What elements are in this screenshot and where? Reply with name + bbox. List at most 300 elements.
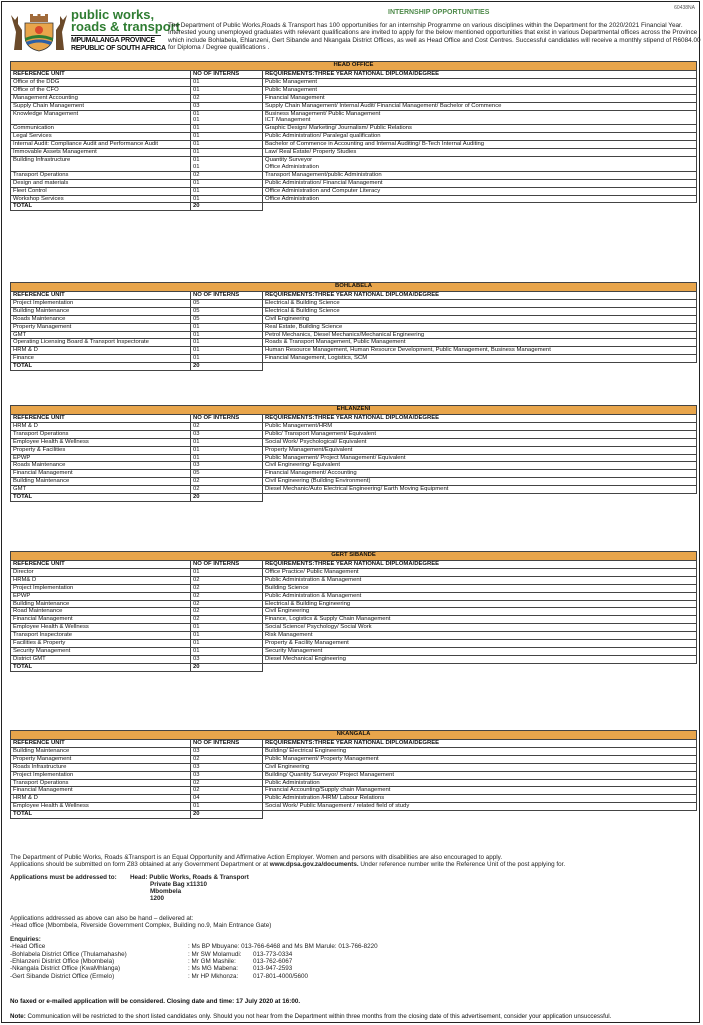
intern-count: 01: [191, 647, 263, 655]
table-row: [11, 323, 697, 331]
enquiry-office: -Gert Sibande District Office (Ermelo): [10, 972, 115, 980]
intern-count: 03: [191, 462, 263, 470]
table-row: [11, 331, 697, 339]
section-bohlabela: [10, 282, 696, 371]
requirements: Graphic Design/ Marketing/ Journalism/ Public Relations: [263, 125, 697, 133]
reference-unit: Transport Operations: [11, 171, 191, 179]
submission-text: [10, 861, 696, 868]
intern-count: 01: [191, 355, 263, 363]
requirements: Public Administration: [263, 779, 697, 787]
internship-table: [10, 405, 697, 502]
table-row: [11, 576, 697, 584]
requirements: Real Estate, Building Science: [263, 323, 697, 331]
requirements: Financial Management: [263, 94, 697, 102]
reference-unit: Project Implementation: [11, 299, 191, 307]
requirements: Civil Engineering: [263, 315, 697, 323]
section-band: [11, 406, 697, 415]
intern-count: 01 01: [191, 110, 263, 125]
intern-count: 03: [191, 771, 263, 779]
table-header: [11, 292, 697, 300]
address-lines: [130, 874, 249, 903]
intern-count: 02: [191, 787, 263, 795]
table-row: [11, 779, 697, 787]
intern-count: 01: [191, 347, 263, 355]
intern-count: 02: [191, 616, 263, 624]
requirements: Public Management/ Project Management/ Equivalent: [263, 454, 697, 462]
reference-unit: HRM & D: [11, 347, 191, 355]
intern-count: 02: [191, 94, 263, 102]
enquiry-contact: : Mr HP Mkhonza:: [188, 972, 239, 980]
note-text: Communication will be restricted to the short listed candidates only. Should you not hear from the Department within three months from the closing date of this advertisement, consider your application unsuccessful.: [25, 1013, 612, 1020]
table-row: [11, 478, 697, 486]
reference-unit: Security Management: [11, 647, 191, 655]
intern-count: 02: [191, 600, 263, 608]
section-title: BOHLABELA: [11, 283, 697, 292]
department-logo: [8, 7, 181, 54]
reference-unit: Communication: [11, 125, 191, 133]
requirements: Office Practice/ Public Management: [263, 568, 697, 576]
internship-table: [10, 551, 697, 672]
requirements: Civil Engineering/ Equivalent: [263, 462, 697, 470]
requirements: Risk Management: [263, 632, 697, 640]
requirements: Civil Engineering: [263, 763, 697, 771]
reference-unit: Roads Maintenance: [11, 315, 191, 323]
requirements: Office Administration and Computer Literacy: [263, 187, 697, 195]
reference-unit: Finance: [11, 355, 191, 363]
table-row: [11, 624, 697, 632]
reference-unit: Director: [11, 568, 191, 576]
requirements: Financial Management, Logistics, SCM: [263, 355, 697, 363]
address-label: Applications must be addressed to:: [10, 873, 117, 881]
reference-unit: Property Management: [11, 323, 191, 331]
total-label: TOTAL: [11, 811, 191, 819]
column-header-interns: NO OF INTERNS: [191, 71, 263, 79]
intern-count: 01: [191, 632, 263, 640]
enquiry-phone: 013-762-6067: [253, 958, 293, 966]
intern-count: 03: [191, 763, 263, 771]
requirements: Building/ Electrical Engineering: [263, 747, 697, 755]
reference-unit: Financial Management: [11, 616, 191, 624]
reference-unit: Building Infrastructure: [11, 156, 191, 171]
intern-count: 01: [191, 86, 263, 94]
enquiry-row: [10, 958, 696, 965]
header: [8, 6, 701, 54]
enquiry-phone: 017-801-4000/5600: [253, 972, 308, 980]
requirements: Financial Accounting/Supply chain Management: [263, 787, 697, 795]
column-header-requirements: REQUIREMENTS:THREE YEAR NATIONAL DIPLOMA/DEGREE: [263, 561, 697, 569]
table-row: [11, 339, 697, 347]
requirements: Public Administration & Management: [263, 592, 697, 600]
requirements: Public Management/ Property Management: [263, 755, 697, 763]
table-row: [11, 179, 697, 187]
hand-delivery-text: Applications addressed as above can also be hand – delivered at:: [10, 914, 194, 922]
total-label: TOTAL: [11, 663, 191, 671]
intern-count: 01: [191, 125, 263, 133]
footer: [10, 854, 696, 980]
document-code: 60438NA: [674, 5, 695, 11]
table-row: [11, 315, 697, 323]
reference-unit: Supply Chain Management: [11, 102, 191, 110]
table-row: [11, 647, 697, 655]
requirements: Bachelor of Commence in Accounting and Internal Auditing/ B-Tech Internal Auditing: [263, 141, 697, 149]
table-row: [11, 787, 697, 795]
reference-unit: Transport Operations: [11, 779, 191, 787]
reference-unit: HRM & D: [11, 422, 191, 430]
reference-unit: Financial Management: [11, 470, 191, 478]
table-header: [11, 71, 697, 79]
enquiries: [10, 936, 696, 980]
table-row: [11, 430, 697, 438]
table-row: [11, 763, 697, 771]
reference-unit: Road Maintenance: [11, 608, 191, 616]
requirements: Public Management: [263, 78, 697, 86]
reference-unit: Employee Health & Wellness: [11, 438, 191, 446]
requirements: Property & Facility Management: [263, 640, 697, 648]
table-row: [11, 803, 697, 811]
requirements: Public Administration & Management: [263, 576, 697, 584]
closing-date-notice: No faxed or e-mailed application will be considered. Closing date and time: 17 July 2020 at 16:00.: [10, 998, 301, 1005]
intern-count: 01: [191, 339, 263, 347]
reference-unit: Property Management: [11, 755, 191, 763]
total-row: [11, 811, 697, 819]
intern-count: 01: [191, 195, 263, 203]
table-row: [11, 755, 697, 763]
reference-unit: Fleet Control: [11, 187, 191, 195]
intern-count: 05: [191, 299, 263, 307]
requirements: Social Work/ Psychological/ Equivalent: [263, 438, 697, 446]
table-row: [11, 584, 697, 592]
requirements: Electrical & Building Science: [263, 307, 697, 315]
requirements: Public Administration /HRM/ Labour Relations: [263, 795, 697, 803]
intern-count: 02: [191, 608, 263, 616]
column-header-requirements: REQUIREMENTS:THREE YEAR NATIONAL DIPLOMA/DEGREE: [263, 71, 697, 79]
intern-count: 01: [191, 331, 263, 339]
total-value: 20: [191, 663, 263, 671]
reference-unit: District GMT: [11, 655, 191, 663]
empty-cell: [263, 203, 697, 211]
table-row: [11, 592, 697, 600]
address-block: [10, 874, 696, 908]
requirements: Roads & Transport Management, Public Management: [263, 339, 697, 347]
table-row: [11, 795, 697, 803]
internship-table: [10, 61, 697, 211]
reference-unit: Transport Operations: [11, 430, 191, 438]
intern-count: 01: [191, 78, 263, 86]
table-row: [11, 110, 697, 125]
total-row: [11, 494, 697, 502]
submission-prefix: Applications should be submitted on form Z83 obtained at any Government Department or at: [10, 861, 270, 869]
enquiry-row: [10, 973, 696, 980]
intern-count: 01: [191, 624, 263, 632]
section-nkangala: [10, 730, 696, 819]
requirements: Civil Engineering (Building Environment): [263, 478, 697, 486]
requirements: Diesel Mechanic/Auto Electrical Engineering/ Earth Moving Equipment: [263, 486, 697, 494]
table-row: [11, 355, 697, 363]
logo-province: MPUMALANGA PROVINCE: [71, 37, 155, 44]
empty-cell: [263, 494, 697, 502]
table-header: [11, 415, 697, 423]
enquiry-contact: : Mr GM Mashile:: [188, 958, 236, 966]
hand-delivery-location: -Head office (Mbombela, Riverside Government Complex, Building no.9, Main Entrance Gate): [10, 921, 272, 929]
address-line: Private Bag x11310: [150, 880, 208, 888]
requirements: Financial Management/ Accounting: [263, 470, 697, 478]
requirements: Transport Management/public Administration: [263, 171, 697, 179]
requirements: Petrol Mechanics, Diesel Mechanics/Mechanical Engineering: [263, 331, 697, 339]
table-row: [11, 608, 697, 616]
reference-unit: HRM& D: [11, 576, 191, 584]
requirements: Social Work/ Public Management / related field of study: [263, 803, 697, 811]
reference-unit: Office of the CFO: [11, 86, 191, 94]
reference-unit: Transport Inspectorate: [11, 632, 191, 640]
requirements: Public Management: [263, 86, 697, 94]
reference-unit: Knowledge Management: [11, 110, 191, 125]
table-row: [11, 307, 697, 315]
intern-count: 02: [191, 584, 263, 592]
requirements: Office Administration: [263, 195, 697, 203]
total-value: 20: [191, 363, 263, 371]
reference-unit: Facilities & Property: [11, 640, 191, 648]
intern-count: 01: [191, 187, 263, 195]
table-row: [11, 171, 697, 179]
requirements: Business Management/ Public Management ICT Management: [263, 110, 697, 125]
intern-count: 01: [191, 141, 263, 149]
table-row: [11, 655, 697, 663]
reference-unit: GMT: [11, 331, 191, 339]
table-row: [11, 299, 697, 307]
intern-count: 05: [191, 315, 263, 323]
section-band: [11, 283, 697, 292]
reference-unit: Office of the DDG: [11, 78, 191, 86]
enquiry-office: -Head Office: [10, 943, 46, 951]
logo-line-1: public works,: [71, 7, 155, 22]
intern-count: 02: [191, 576, 263, 584]
enquiry-row: [10, 943, 696, 950]
enquiry-contact: : Ms MG Mabena:: [188, 965, 239, 973]
requirements: Public/ Transport Management/ Equivalent: [263, 430, 697, 438]
logo-line-2: roads & transport: [71, 19, 181, 34]
enquiry-row: [10, 951, 696, 958]
total-label: TOTAL: [11, 363, 191, 371]
table-row: [11, 747, 697, 755]
intern-count: 03: [191, 747, 263, 755]
section-band: [11, 552, 697, 561]
section-head-office: [10, 61, 696, 211]
column-header-interns: NO OF INTERNS: [191, 415, 263, 423]
section-title: EHLANZENI: [11, 406, 697, 415]
table-row: [11, 187, 697, 195]
intern-count: 02: [191, 422, 263, 430]
reference-unit: Property & Facilities: [11, 446, 191, 454]
reference-unit: Building Maintenance: [11, 307, 191, 315]
requirements: Law/ Real Estate/ Property Studies: [263, 149, 697, 157]
intern-count: 01: [191, 133, 263, 141]
intern-count: 01: [191, 438, 263, 446]
intern-count: 02: [191, 486, 263, 494]
reference-unit: Design and materials: [11, 179, 191, 187]
reference-unit: Roads Infrastructure: [11, 763, 191, 771]
reference-unit: Employee Health & Wellness: [11, 803, 191, 811]
intern-count: 02: [191, 755, 263, 763]
section-ehlanzeni: [10, 405, 696, 502]
section-title: HEAD OFFICE: [11, 62, 697, 71]
enquiry-phone: 013-773-0334: [253, 950, 293, 958]
enquiry-office: -Nkangala District Office (KwaMhlanga): [10, 965, 121, 973]
table-row: [11, 486, 697, 494]
table-row: [11, 94, 697, 102]
intern-count: 02: [191, 478, 263, 486]
intern-count: 02: [191, 171, 263, 179]
enquiry-contact: : Ms BP Mbuyane: 013-766-6468 and Ms BM Marule: 013-766-8220: [188, 943, 378, 951]
internship-table: [10, 282, 697, 371]
table-row: [11, 86, 697, 94]
address-line: Head: Public Works, Roads & Transport: [130, 873, 249, 881]
enquiry-row: [10, 965, 696, 972]
table-row: [11, 156, 697, 171]
table-row: [11, 771, 697, 779]
reference-unit: Roads Maintenance: [11, 462, 191, 470]
reference-unit: Internal Audit: Compliance Audit and Performance Audit: [11, 141, 191, 149]
intern-count: 04: [191, 795, 263, 803]
intern-count: 02: [191, 779, 263, 787]
requirements: Supply Chain Management/ Internal Audit/ Financial Management/ Bachelor of Commence: [263, 102, 697, 110]
intern-count: 01: [191, 454, 263, 462]
section-band: [11, 62, 697, 71]
requirements: Social Science/ Psychology/ Social Work: [263, 624, 697, 632]
table-row: [11, 470, 697, 478]
intern-count: 01: [191, 640, 263, 648]
requirements: Building Science: [263, 584, 697, 592]
intern-count: 05: [191, 470, 263, 478]
reference-unit: Operating Licensing Board & Transport Inspectorate: [11, 339, 191, 347]
column-header-unit: REFERENCE UNIT: [11, 292, 191, 300]
table-row: [11, 347, 697, 355]
section-title: GERT SIBANDE: [11, 552, 697, 561]
column-header-interns: NO OF INTERNS: [191, 740, 263, 748]
intern-count: 01: [191, 803, 263, 811]
table-row: [11, 462, 697, 470]
intern-count: 01: [191, 149, 263, 157]
total-value: 20: [191, 494, 263, 502]
note-label: Note:: [10, 1013, 26, 1020]
requirements: Quantity Surveyor Office Administration: [263, 156, 697, 171]
intern-count: 03: [191, 430, 263, 438]
requirements: Public Administration/ Paralegal qualification: [263, 133, 697, 141]
reference-unit: EPWP: [11, 592, 191, 600]
column-header-unit: REFERENCE UNIT: [11, 415, 191, 423]
table-header: [11, 561, 697, 569]
column-header-interns: NO OF INTERNS: [191, 292, 263, 300]
note: [10, 1013, 611, 1020]
table-row: [11, 454, 697, 462]
requirements: Public Administration/ Financial Management: [263, 179, 697, 187]
table-row: [11, 568, 697, 576]
enquiry-phone: 013-947-2593: [253, 965, 293, 973]
table-row: [11, 446, 697, 454]
reference-unit: Building Maintenance: [11, 747, 191, 755]
logo-divider: [71, 35, 161, 36]
requirements: Human Resource Management, Human Resource Development, Public Management, Business Management: [263, 347, 697, 355]
reference-unit: Project Implementation: [11, 771, 191, 779]
enquiry-contact: : Mr SW Molamudi:: [188, 950, 242, 958]
reference-unit: Immovable Assets Management: [11, 149, 191, 157]
table-row: [11, 125, 697, 133]
table-row: [11, 102, 697, 110]
reference-unit: Building Maintenance: [11, 478, 191, 486]
requirements: Security Management: [263, 647, 697, 655]
intern-count: 01 01: [191, 156, 263, 171]
equal-opportunity-text: The Department of Public Works, Roads &Transport is an Equal Opportunity and Affirmative Action Employer. Women and persons with disabilities are also encouraged to apply.: [10, 854, 503, 861]
reference-unit: Financial Management: [11, 787, 191, 795]
table-row: [11, 78, 697, 86]
table-row: [11, 632, 697, 640]
table-row: [11, 640, 697, 648]
total-label: TOTAL: [11, 494, 191, 502]
table-row: [11, 438, 697, 446]
intern-count: 01: [191, 323, 263, 331]
column-header-interns: NO OF INTERNS: [191, 561, 263, 569]
intern-count: 02: [191, 592, 263, 600]
column-header-requirements: REQUIREMENTS:THREE YEAR NATIONAL DIPLOMA/DEGREE: [263, 292, 697, 300]
section-title: NKANGALA: [11, 731, 697, 740]
table-row: [11, 133, 697, 141]
requirements: Property Management/Equivalent: [263, 446, 697, 454]
empty-cell: [263, 363, 697, 371]
reference-unit: Project Implementation: [11, 584, 191, 592]
requirements: Finance, Logistics & Supply Chain Management: [263, 616, 697, 624]
column-header-requirements: REQUIREMENTS:THREE YEAR NATIONAL DIPLOMA/DEGREE: [263, 415, 697, 423]
intern-count: 03: [191, 102, 263, 110]
requirements: Building/ Quantity Surveyor/ Project Management: [263, 771, 697, 779]
section-band: [11, 731, 697, 740]
empty-cell: [263, 811, 697, 819]
table-row: [11, 616, 697, 624]
column-header-unit: REFERENCE UNIT: [11, 740, 191, 748]
dpsa-link[interactable]: www.dpsa.gov.za/documents.: [269, 861, 359, 869]
enquiries-title: Enquiries:: [10, 936, 41, 944]
intern-count: 01: [191, 446, 263, 454]
reference-unit: GMT: [11, 486, 191, 494]
enquiry-office: -Ehlanzeni District Office (Mbombela): [10, 958, 115, 966]
intern-count: 01: [191, 179, 263, 187]
section-gert-sibande: [10, 551, 696, 672]
total-label: TOTAL: [11, 203, 191, 211]
address-line: Mbombela: [150, 888, 182, 896]
reference-unit: Building Maintenance: [11, 600, 191, 608]
reference-unit: Management Accounting: [11, 94, 191, 102]
table-header: [11, 740, 697, 748]
intern-count: 03: [191, 655, 263, 663]
address-line: 1200: [150, 895, 165, 903]
page-title: INTERNSHIP OPPORTUNITIES: [388, 9, 490, 16]
table-row: [11, 422, 697, 430]
table-row: [11, 149, 697, 157]
requirements: Civil Engineering: [263, 608, 697, 616]
logo-country: REPUBLIC OF SOUTH AFRICA: [71, 45, 166, 52]
total-value: 20: [191, 811, 263, 819]
table-row: [11, 195, 697, 203]
total-row: [11, 663, 697, 671]
table-row: [11, 141, 697, 149]
total-value: 20: [191, 203, 263, 211]
total-row: [11, 363, 697, 371]
column-header-unit: REFERENCE UNIT: [11, 71, 191, 79]
reference-unit: Workshop Services: [11, 195, 191, 203]
internship-table: [10, 730, 697, 819]
advertisement-page: [1, 1, 700, 1023]
requirements: Diesel Mechanical Engineering: [263, 655, 697, 663]
intern-count: 05: [191, 307, 263, 315]
empty-cell: [263, 663, 697, 671]
